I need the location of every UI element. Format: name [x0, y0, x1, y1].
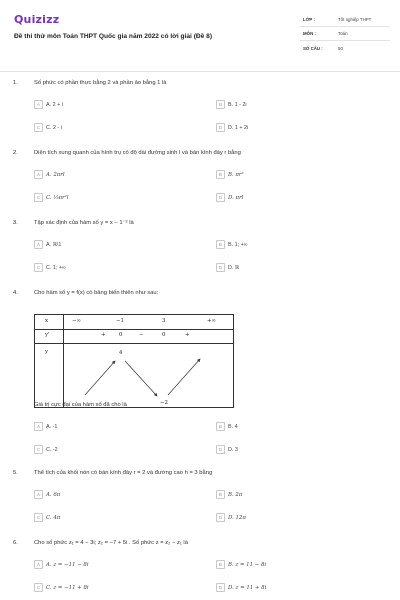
option-text: A. z = −11 − 8i: [46, 561, 89, 568]
option-b[interactable]: [216, 100, 247, 109]
option-c[interactable]: [34, 123, 62, 132]
x-value: +∞: [207, 318, 217, 324]
question-text: Cho số phức z₁ = 4 − 3i; z₂ = −7 + 5i . Số phức z = z₂ − z₁ là: [34, 540, 188, 546]
quizizz-logo: Quizizz: [14, 13, 60, 26]
x-value: −1: [116, 318, 124, 324]
option-d[interactable]: [216, 445, 238, 454]
option-key-box: A: [34, 100, 43, 109]
meta-label: SỐ CÂU :: [303, 45, 323, 51]
option-text: D. 3: [228, 446, 238, 453]
variation-table: [34, 314, 234, 408]
meta-value: Tốt nghiệp THPT: [338, 17, 372, 22]
meta-row-class: [300, 13, 390, 27]
meta-value: 50: [338, 45, 343, 51]
option-a[interactable]: [34, 422, 57, 431]
question-number: 4.: [13, 290, 18, 296]
meta-value: Toán: [338, 31, 348, 36]
option-key-box: D: [216, 263, 225, 272]
option-d[interactable]: [216, 583, 266, 592]
question-text: Giá trị cực đại của hàm số đã cho là: [34, 402, 127, 408]
option-key-box: B: [216, 422, 225, 431]
option-d[interactable]: [216, 513, 246, 522]
page-title: Đề thi thử môn Toán THPT Quốc gia năm 2022 có lời giải (Đề 8): [14, 33, 213, 40]
sign-value: +: [101, 332, 106, 338]
x-value: −∞: [72, 318, 82, 324]
option-text: D. z = 11 + 8i: [228, 584, 267, 591]
header-divider: [0, 71, 400, 72]
question-text: Số phức có phần thực bằng 2 và phần ảo bằng 1 là: [34, 80, 167, 86]
option-key-box: B: [216, 100, 225, 109]
option-text: B. 4: [228, 423, 238, 430]
option-key-box: D: [216, 123, 225, 132]
question-number: 2.: [13, 150, 18, 156]
option-text: C. 1; +∞: [46, 264, 66, 271]
option-a[interactable]: [34, 170, 65, 179]
option-c[interactable]: [34, 513, 60, 522]
option-text: C. ⅓πr²l: [46, 194, 69, 201]
row-label-derivative: y': [45, 332, 50, 338]
option-c[interactable]: [34, 445, 58, 454]
option-text: D. πrl: [228, 194, 244, 201]
meta-label: LỚP :: [303, 17, 315, 22]
option-d[interactable]: [216, 123, 248, 132]
option-text: B. 1 - 2i: [228, 101, 247, 108]
option-key-box: C: [34, 193, 43, 202]
option-key-box: A: [34, 560, 43, 569]
option-text: C. z = −11 + 8i: [46, 584, 89, 591]
option-b[interactable]: [216, 170, 244, 179]
option-key-box: A: [34, 422, 43, 431]
option-key-box: C: [34, 445, 43, 454]
question-number: 1.: [13, 80, 18, 86]
increasing-arrow: [85, 361, 115, 395]
option-text: B. 2π: [228, 491, 243, 498]
option-text: D. ℝ: [228, 264, 240, 271]
option-c[interactable]: [34, 583, 89, 592]
option-b[interactable]: [216, 560, 266, 569]
sign-value: +: [185, 332, 190, 338]
option-b[interactable]: [216, 490, 242, 499]
option-key-box: C: [34, 583, 43, 592]
y-value-max: 4: [119, 350, 123, 356]
option-text: A. 6π: [46, 491, 61, 498]
option-text: A. -1: [46, 423, 58, 430]
option-text: B. 1; +∞: [228, 241, 248, 248]
decreasing-arrow: [125, 361, 157, 396]
option-text: A. 2 + i: [46, 101, 63, 108]
option-b[interactable]: [216, 422, 238, 431]
question-text: Thể tích của khối nón có bán kính đáy r = 2 và đường cao h = 3 bằng: [34, 470, 213, 476]
option-key-box: B: [216, 170, 225, 179]
option-key-box: A: [34, 170, 43, 179]
variation-arrows: [35, 315, 235, 409]
option-key-box: D: [216, 513, 225, 522]
option-key-box: C: [34, 263, 43, 272]
option-key-box: A: [34, 240, 43, 249]
row-label-y: y: [45, 349, 49, 355]
meta-row-subject: [300, 27, 390, 41]
question-number: 5.: [13, 470, 18, 476]
option-key-box: C: [34, 123, 43, 132]
option-b[interactable]: [216, 240, 248, 249]
option-d[interactable]: [216, 263, 239, 272]
option-text: C. 4π: [46, 514, 61, 521]
option-text: A. 2πrl: [46, 171, 65, 178]
option-a[interactable]: [34, 560, 89, 569]
option-d[interactable]: [216, 193, 243, 202]
option-text: A. ℝ\1: [46, 241, 62, 248]
x-value: 3: [162, 318, 166, 324]
option-key-box: A: [34, 490, 43, 499]
option-c[interactable]: [34, 263, 66, 272]
option-key-box: D: [216, 583, 225, 592]
option-key-box: D: [216, 445, 225, 454]
sign-value: 0: [162, 332, 166, 338]
option-key-box: B: [216, 490, 225, 499]
option-key-box: B: [216, 560, 225, 569]
option-text: C. -2: [46, 446, 58, 453]
sign-value: −: [139, 332, 144, 338]
option-a[interactable]: [34, 100, 63, 109]
option-key-box: C: [34, 513, 43, 522]
option-text: C. 2 - i: [46, 124, 62, 131]
question-text: Diện tích xung quanh của hình trụ có độ dài đường sinh l và bán kính đáy r bằng: [34, 150, 241, 156]
row-label-x: x: [45, 318, 49, 324]
option-key-box: B: [216, 240, 225, 249]
sign-value: 0: [119, 332, 123, 338]
y-value-min: −2: [160, 400, 168, 406]
option-c[interactable]: [34, 193, 69, 202]
option-text: D. 12π: [228, 514, 246, 521]
question-text: Cho hàm số y = f(x) có bảng biến thiên như sau:: [34, 290, 159, 296]
meta-label: MÔN :: [303, 31, 316, 36]
option-text: B. πr²: [228, 171, 244, 178]
increasing-arrow: [168, 359, 200, 395]
option-text: B. z = 11 − 8i: [228, 561, 267, 568]
question-number: 6.: [13, 540, 18, 546]
meta-row-count: [300, 41, 390, 55]
meta-panel: [300, 13, 390, 55]
option-a[interactable]: [34, 240, 61, 249]
option-a[interactable]: [34, 490, 60, 499]
option-key-box: D: [216, 193, 225, 202]
question-number: 3.: [13, 220, 18, 226]
option-text: D. 1 + 2i: [228, 124, 249, 131]
question-text: Tập xác định của hàm số y = x − 1⁻² là: [34, 220, 134, 226]
